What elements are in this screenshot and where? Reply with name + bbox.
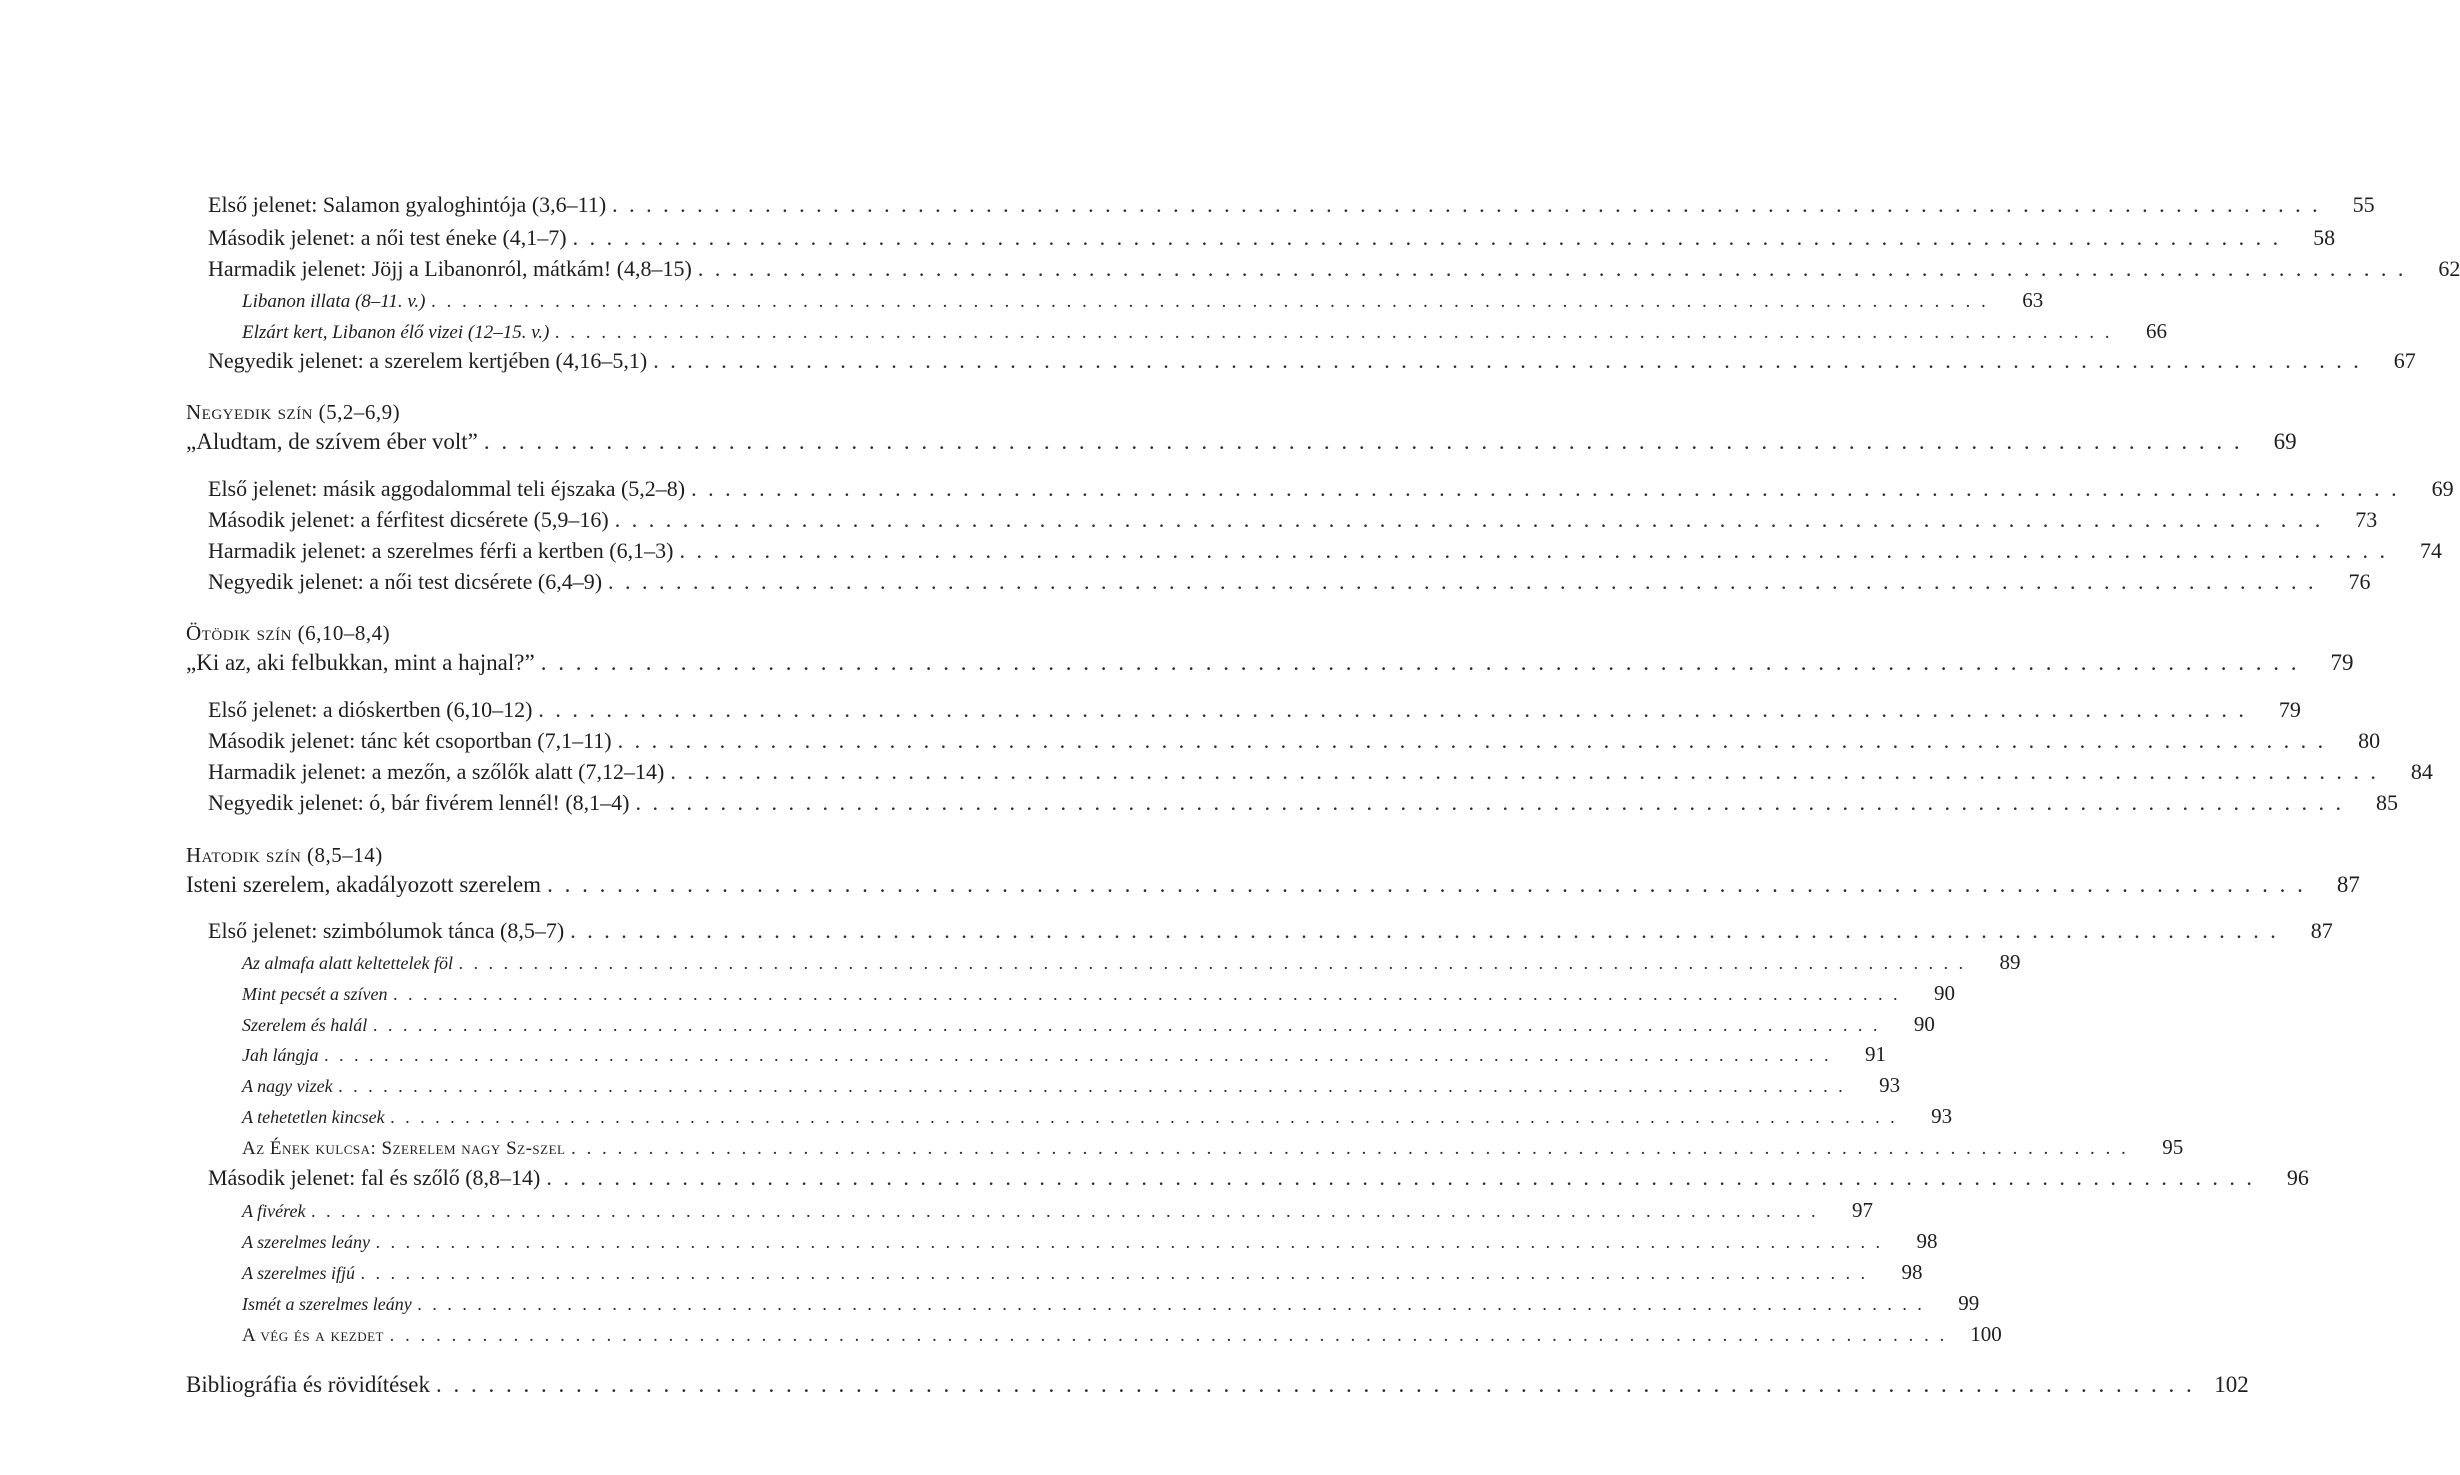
toc-entry <box>0 319 2168 344</box>
entry-page: 95 <box>2162 1135 2184 1159</box>
dot-leader <box>311 1201 1819 1222</box>
entry-title: Második jelenet: fal és szőlő (8,8–14) <box>208 1165 541 1190</box>
dot-leader <box>679 538 2388 564</box>
entry-page: 96 <box>2286 1165 2309 1190</box>
entry-title: Negyedik jelenet: ó, bár fivérem lennél! (8,1–4) <box>208 790 630 815</box>
entry-page: 63 <box>2022 288 2044 312</box>
toc-entry <box>0 1165 2309 1191</box>
toc-entry <box>0 348 2416 374</box>
dot-leader <box>612 192 2321 218</box>
entry-page: 66 <box>2146 319 2168 343</box>
dot-leader <box>541 650 2300 676</box>
entry-title: Második jelenet: a férfitest dicsérete (5,9–16) <box>208 507 609 532</box>
entry-page: 87 <box>2336 872 2360 897</box>
entry-title: Első jelenet: másik aggodalommal teli éjszaka (5,2–8) <box>208 476 686 501</box>
entry-page: 89 <box>1999 950 2021 974</box>
entry-page: 98 <box>1916 1229 1938 1253</box>
entry-page: 62 <box>2438 256 2460 281</box>
dot-leader <box>698 256 2407 282</box>
toc-entry <box>0 1135 2184 1160</box>
dot-leader <box>571 1138 2129 1160</box>
dot-leader <box>459 953 1967 974</box>
toc-entry <box>0 1073 1901 1098</box>
dot-leader <box>373 1015 1881 1036</box>
toc-entry <box>0 697 2301 723</box>
toc-entry <box>0 288 2044 313</box>
entry-page: 97 <box>1851 1198 1873 1222</box>
dot-leader <box>538 697 2247 723</box>
entry-title: Jah lángja <box>242 1045 319 1065</box>
dot-leader <box>615 507 2324 533</box>
toc-entry <box>0 1322 2002 1347</box>
dot-leader <box>436 1372 2195 1398</box>
dot-leader <box>618 728 2327 754</box>
entry-page: 102 <box>2214 1372 2249 1397</box>
entry-page: 67 <box>2393 348 2416 373</box>
entry-title: Szerelem és halál <box>242 1015 368 1035</box>
dot-leader <box>570 918 2279 944</box>
entry-page: 69 <box>2431 476 2454 501</box>
toc-entry <box>0 1291 1980 1316</box>
dot-leader <box>376 1232 1884 1253</box>
entry-title: Negyedik jelenet: a női test dicsérete (6,4–9) <box>208 569 603 594</box>
toc-entry <box>0 1042 1886 1067</box>
entry-title: Harmadik jelenet: Jöjj a Libanonról, mátkám! (4,8–15) <box>208 256 692 281</box>
entry-page: 74 <box>2419 538 2442 563</box>
toc-entry <box>0 538 2442 564</box>
toc-entry <box>0 1372 2249 1398</box>
dot-leader <box>653 348 2362 374</box>
toc-entry <box>0 476 2454 502</box>
toc-entry <box>0 225 2336 251</box>
entry-title: Első jelenet: szimbólumok tánca (8,5–7) <box>208 918 565 943</box>
toc-entry <box>0 950 2021 975</box>
entry-page: 55 <box>2352 192 2375 217</box>
dot-leader <box>431 291 1989 313</box>
toc-entry <box>0 759 2433 785</box>
entry-title: Negyedik jelenet: a szerelem kertjében (4,16–5,1) <box>208 348 648 373</box>
entry-title: „Ki az, aki felbukkan, mint a hajnal?” <box>186 650 535 675</box>
toc-entry <box>0 256 2460 282</box>
dot-leader <box>546 1165 2255 1191</box>
entry-title: Harmadik jelenet: a szerelmes férfi a kertben (6,1–3) <box>208 538 674 563</box>
entry-title: A szerelmes ifjú <box>242 1263 355 1283</box>
dot-leader <box>393 984 1901 1005</box>
entry-title: A nagy vizek <box>242 1076 333 1096</box>
dot-leader <box>391 1107 1899 1128</box>
toc-entry <box>0 192 2375 218</box>
dot-leader <box>339 1076 1847 1097</box>
toc-entry <box>0 569 2371 595</box>
entry-page: 93 <box>1879 1073 1901 1097</box>
toc-entry <box>0 728 2381 754</box>
toc-entry <box>0 1012 1935 1037</box>
entry-page: 80 <box>2358 728 2381 753</box>
entry-title: A vég és a kezdet <box>242 1325 384 1346</box>
dot-leader <box>361 1263 1869 1284</box>
entry-page: 69 <box>2273 429 2297 454</box>
entry-title: Elzárt kert, Libanon élő vizei (12–15. v.) <box>242 322 550 343</box>
entry-title: Az almafa alatt keltettelek föl <box>242 953 453 973</box>
entry-page: 91 <box>1865 1042 1886 1066</box>
dot-leader <box>670 759 2379 785</box>
entry-title: Az Ének kulcsa: Szerelem nagy Sz-szel <box>242 1138 566 1159</box>
dot-leader <box>691 476 2400 502</box>
dot-leader <box>608 569 2317 595</box>
entry-title: Ismét a szerelmes leány <box>242 1294 412 1314</box>
toc-entry <box>0 1104 1953 1129</box>
section-heading: Ötödik szín (6,10–8,4) <box>186 621 391 645</box>
entry-title: „Aludtam, de szívem éber volt” <box>186 429 478 454</box>
dot-leader <box>418 1294 1926 1315</box>
entry-page: 85 <box>2376 790 2399 815</box>
toc-entry <box>0 981 1955 1006</box>
toc-entry <box>0 429 2297 455</box>
toc-entry <box>0 1229 1938 1254</box>
dot-leader <box>636 790 2345 816</box>
toc-entry <box>0 650 2354 676</box>
toc-entry <box>0 1198 1873 1223</box>
entry-page: 76 <box>2348 569 2371 594</box>
entry-title: Mint pecsét a szíven <box>242 984 388 1004</box>
entry-page: 98 <box>1901 1260 1923 1284</box>
dot-leader <box>547 872 2306 898</box>
toc-entry <box>0 918 2333 944</box>
entry-title: Második jelenet: tánc két csoportban (7,1–11) <box>208 728 612 753</box>
entry-title: Libanon illata (8–11. v.) <box>242 291 426 312</box>
section-heading: Hatodik szín (8,5–14) <box>186 843 383 867</box>
dot-leader <box>484 429 2243 455</box>
dot-leader <box>390 1325 1948 1347</box>
entry-page: 84 <box>2410 759 2433 784</box>
dot-leader <box>555 322 2113 344</box>
dot-leader <box>325 1045 1833 1066</box>
entry-title: Első jelenet: a dióskertben (6,10–12) <box>208 697 533 722</box>
toc-entry <box>0 507 2378 533</box>
toc-entry <box>0 790 2399 816</box>
entry-title: A szerelmes leány <box>242 1232 370 1252</box>
entry-title: Isteni szerelem, akadályozott szerelem <box>186 872 542 897</box>
entry-page: 58 <box>2313 225 2336 250</box>
entry-title: Harmadik jelenet: a mezőn, a szőlők alatt (7,12–14) <box>208 759 665 784</box>
toc-entry <box>0 872 2360 898</box>
toc-entry <box>0 1260 1923 1285</box>
dot-leader <box>573 225 2282 251</box>
entry-page: 90 <box>1913 1012 1935 1036</box>
entry-page: 73 <box>2355 507 2378 532</box>
entry-title: Bibliográfia és rövidítések <box>186 1372 430 1397</box>
entry-title: Első jelenet: Salamon gyaloghintója (3,6–11) <box>208 192 607 217</box>
entry-page: 90 <box>1933 981 1955 1005</box>
entry-page: 99 <box>1958 1291 1980 1315</box>
entry-page: 93 <box>1931 1104 1953 1128</box>
entry-page: 79 <box>2330 650 2354 675</box>
entry-page: 79 <box>2278 697 2301 722</box>
entry-page: 87 <box>2310 918 2333 943</box>
entry-title: A fivérek <box>242 1201 306 1221</box>
section-heading: Negyedik szín (5,2–6,9) <box>186 400 401 424</box>
entry-title: A tehetetlen kincsek <box>242 1107 385 1127</box>
entry-title: Második jelenet: a női test éneke (4,1–7) <box>208 225 567 250</box>
entry-page: 100 <box>1970 1322 2002 1346</box>
